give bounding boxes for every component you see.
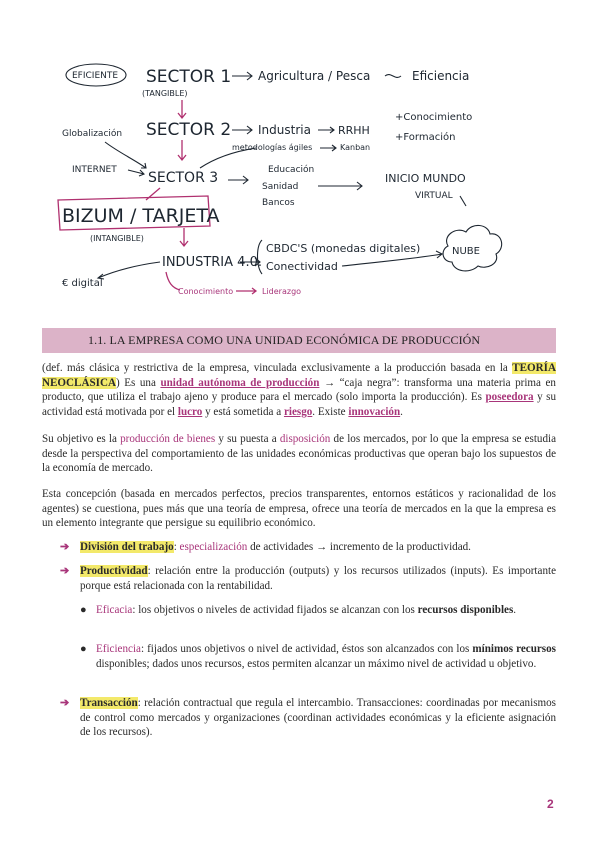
p1-text-b: ) Es una (115, 376, 161, 389)
conectividad-label: Conectividad (266, 260, 338, 273)
eficiencia-label: Eficiencia (96, 643, 141, 655)
arrow-1 (232, 72, 252, 80)
conocimiento2-label: Conocimiento (178, 287, 234, 296)
p2-text-c: de los mercados, por lo que la empresa se estudia desde la perspectiva del comportamiento de las unidades económicas productivas que operan bajo los supuestos de la economía de mercado. (42, 433, 557, 474)
eficiencia-text-b: mínimos recursos (472, 643, 556, 655)
inicio-mundo-label: INICIO MUNDO (385, 172, 466, 185)
tick-virtual (460, 196, 466, 206)
globalizacion-label: Globalización (62, 129, 123, 139)
eficiencia-label: Eficiencia (412, 69, 470, 83)
productividad-label: Productividad (80, 565, 148, 577)
eficiencia-text-a: : fijados unos objetivos o nivel de actividad, éstos son alcanzados con los (140, 643, 473, 655)
division-label: División del trabajo (80, 541, 174, 553)
productividad-text: : relación entre la producción (outputs) y los recursos utilizados (inputs). Es importante porque está relacionada con la rentabilidad. (80, 565, 556, 592)
p1-text-g: . (400, 405, 403, 418)
industria-label: Industria (258, 123, 311, 137)
lucro-term: lucro (177, 405, 203, 418)
eficacia-text-c: . (513, 604, 517, 616)
eficiencia-text-c: disponibles; dados unos recursos, estos permiten alcanzar un máximo nivel de actividad u objetivo. (96, 657, 537, 670)
paragraph-concepcion (42, 487, 556, 531)
arrow-2 (232, 126, 252, 134)
section-heading-bar (42, 328, 556, 353)
paragraph-objetivo (42, 432, 556, 476)
agri-label: Agricultura / Pesca (258, 69, 371, 83)
bullet-icon: ● (80, 643, 87, 655)
list-item-productividad (60, 564, 556, 593)
arrow-down-2 (178, 140, 186, 160)
arrow-down-1 (178, 100, 186, 118)
arrow-liderazgo (236, 288, 256, 294)
tangible-label: (TANGIBLE) (142, 89, 188, 98)
virtual-label: VIRTUAL (415, 191, 453, 201)
handwritten-diagram (0, 0, 600, 310)
paragraph-definition (42, 361, 556, 419)
arrow-bullet-icon: ➔ (60, 541, 70, 553)
division-text: de actividades → incremento de la productividad. (247, 541, 471, 553)
produccion-term: producción de bienes (120, 433, 216, 445)
arrow-6 (318, 182, 362, 190)
disposicion-term: disposición (279, 433, 331, 445)
intangible-label: (INTANGIBLE) (90, 234, 144, 243)
rrhh-label: RRHH (338, 124, 370, 137)
p1-text-a: (def. más clásica y restrictiva de la empresa, vinculada exclusivamente a la producción basada en la (42, 362, 513, 374)
p2-text-a: Su objetivo es la (42, 433, 121, 445)
conocimiento-label: +Conocimiento (395, 112, 473, 123)
innovacion-term: innovación (348, 405, 401, 418)
teoria-neoclasica: TEORÍA NEOCLÁSICA (42, 362, 556, 389)
formacion-label: +Formación (395, 132, 456, 143)
p2-text-b: y su puesta a (215, 433, 280, 445)
unidad-autonoma: unidad autónoma de producción (160, 376, 320, 389)
arrow-internet (128, 170, 144, 176)
sector1-label: SECTOR 1 (146, 67, 232, 87)
section-title: 1.1. LA EMPRESA COMO UNA UNIDAD ECONÓMICA DE PRODUCCIÓN (88, 333, 481, 347)
arrow-3 (318, 127, 334, 133)
internet-label: INTERNET (72, 165, 117, 175)
p1-text-f: . Existe (312, 405, 349, 418)
industria40-label: INDUSTRIA 4.0. (162, 255, 262, 270)
p3-text: Esta concepción (basada en mercados perfectos, precios transparentes, entornos estáticos y racionalidad de los agentes) se cuestiona, pues más que una teoría de empresa, ofrece una teoría de mercados en la que la empresa es un elemento integrante que persigue su equilibrio económico. (42, 488, 556, 529)
list-item-eficacia (80, 603, 556, 618)
euro-digital-label: € digital (62, 278, 103, 289)
eficacia-text-a: : los objetivos o niveles de actividad fijados se alcanzan con los (132, 604, 418, 616)
arrow-bullet-icon: ➔ (60, 697, 70, 709)
sector2-label: SECTOR 2 (146, 120, 232, 140)
arrow-4 (320, 145, 336, 151)
bullet-icon: ● (80, 604, 87, 616)
riesgo-term: riesgo (283, 405, 313, 418)
bancos-label: Bancos (262, 198, 295, 208)
bizum-label: BIZUM / TARJETA (62, 205, 220, 227)
arrow-down-3 (180, 228, 188, 246)
poseedora-term: poseedora (485, 391, 534, 403)
educacion-label: Educación (268, 165, 315, 175)
eficacia-text-b: recursos disponibles (417, 604, 514, 616)
nube-label: NUBE (452, 246, 480, 257)
metodologias-label: metodologías ágiles (232, 143, 313, 152)
arrow-bullet-icon: ➔ (60, 565, 70, 577)
eficacia-label: Eficacia (96, 604, 133, 616)
list-item-transaccion (60, 696, 556, 740)
sanidad-label: Sanidad (262, 182, 299, 192)
transaccion-label: Transacción (80, 697, 138, 709)
p1-text-d: y su actividad está motivada por el (42, 391, 556, 418)
arrow-euro (98, 262, 160, 279)
page-number: 2 (547, 797, 554, 811)
transaccion-text: : relación contractual que regula el intercambio. Transacciones: coordinadas por mecanismos de control como mercados y organizaciones (coordinan actividades económicas y la eficiente asignación de los recursos). (80, 697, 556, 738)
p1-text-c: → “caja negra”: transforma una materia prima en producto, que utiliza el trabajo ajeno y produce para el mercado (solo importa la producción). Es (42, 376, 556, 403)
list-item-eficiencia (80, 642, 556, 671)
eficiente-label: EFICIENTE (72, 71, 119, 81)
list-item-division (60, 540, 556, 555)
arrow-5 (228, 176, 248, 184)
kanban-label: Kanban (340, 143, 371, 152)
division-sep: : (173, 541, 180, 553)
p1-text-e: y está sometida a (202, 405, 284, 418)
liderazgo-label: Liderazgo (262, 287, 302, 296)
especializacion-term: especialización (179, 541, 248, 553)
cbdc-label: CBDC'S (monedas digitales) (266, 242, 421, 255)
sector3-label: SECTOR 3 (148, 170, 219, 186)
tilde-icon (385, 75, 401, 78)
